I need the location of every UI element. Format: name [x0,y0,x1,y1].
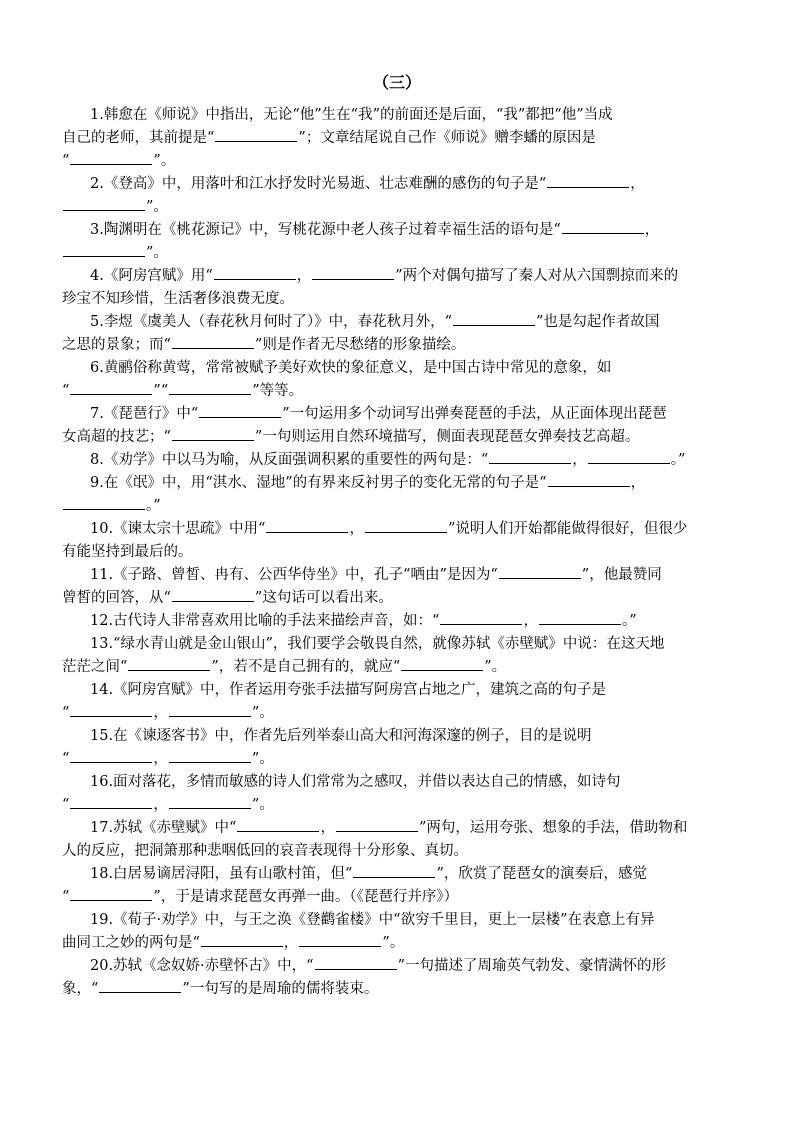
q10-line1: 10.《谏太宗十思疏》中用“ ， ”说明人们开始都能做得很好，但很少 [90,521,688,537]
q3-line1: 3.陶渊明在《桃花源记》中，写桃花源中老人孩子过着幸福生活的语句是“ ， [90,222,660,238]
answer-blank[interactable] [312,267,394,280]
answer-blank[interactable] [237,819,319,832]
q9-line2: 。” [62,495,742,517]
answer-blank[interactable] [299,934,381,947]
q7-line2: 女高超的技艺；“ ”一句则运用自然环境描写，侧面表现琵琶女弹奏技艺高超。 [62,429,640,445]
q17-line2: 人的反应，把洞箫那种悲咽低回的哀音表现得十分形象、真切。 [62,843,468,859]
q20-line1: 20.苏轼《念奴娇·赤壁怀古》中，“ ”一句描述了周瑜英气勃发、豪情满怀的形 [90,958,667,974]
q18-line2: “ ”，于是请求琵琶女再弹一曲。（《琵琶行并序》） [62,889,459,905]
q13-line1: 13.“绿水青山就是金山银山”，我们要学会敬畏自然，就像苏轼《赤壁赋》中说：在这天地 [90,636,665,652]
answer-blank[interactable] [548,474,630,487]
q17-line1: 17.苏轼《赤壁赋》中“ ， ”两句，运用夸张、想象的手法，借助物和 [90,820,688,836]
answer-blank[interactable] [214,267,296,280]
q5-line2: 之思的景象；而“ ”则是作者无尽愁绪的形象描绘。 [62,337,466,353]
q4-line2: 珍宝不知珍惜，生活奢侈浪费无度。 [62,291,294,307]
answer-blank[interactable] [169,796,251,809]
q6-line1: 6.黄鹂俗称黄莺，常常被赋予美好欢快的象征意义，是中国古诗中常见的意象，如 [90,360,612,376]
q7-line1: 7.《琵琶行》中“ ”一句运用多个动词写出弹奏琵琶的手法，从正面体现出琵琶 [90,406,667,422]
q12-line1: 12.古代诗人非常喜欢用比喻的手法来描绘声音，如：“ ， 。” [90,613,637,629]
answer-blank[interactable] [169,750,251,763]
answer-blank[interactable] [201,934,283,947]
q14-line2: “ ， ”。 [62,705,274,721]
answer-blank[interactable] [353,865,435,878]
answer-blank[interactable] [169,382,251,395]
q2-line2: ”。 [62,196,742,218]
answer-blank[interactable] [70,888,152,901]
q8-line1: 8.《劝学》中以马为喻，从反面强调积累的重要性的两句是：“ ， 。” [90,452,686,468]
q6-line2: “ ”“ ”等等。 [62,383,304,399]
answer-blank[interactable] [266,520,348,533]
answer-blank[interactable] [547,175,629,188]
q20-line2: 象，“ ”一句写的是周瑜的儒将装束。 [62,981,379,997]
answer-blank[interactable] [539,612,621,625]
q11-line2: 曾皙的回答，从“ ”这句话可以看出来。 [62,590,393,606]
answer-blank[interactable] [70,152,152,165]
q14-line1: 14.《阿房宫赋》中，作者运用夸张手法描写阿房宫占地之广，建筑之高的句子是 [90,682,607,698]
answer-blank[interactable] [215,129,297,142]
answer-blank[interactable] [315,957,397,970]
q15-line2: “ ， ”。 [62,751,274,767]
answer-blank[interactable] [70,382,152,395]
answer-blank[interactable] [172,336,254,349]
answer-blank[interactable] [453,313,535,326]
answer-blank[interactable] [70,796,152,809]
q19-line1: 19.《荀子·劝学》中，与王之涣《登鹳雀楼》中“欲穷千里目，更上一层楼”在表意上有异 [90,912,655,928]
answer-blank[interactable] [365,520,447,533]
answer-blank[interactable] [336,819,418,832]
answer-blank[interactable] [63,198,145,211]
answer-blank[interactable] [172,589,254,602]
answer-blank[interactable] [489,451,571,464]
answer-blank[interactable] [172,428,254,441]
answer-blank[interactable] [440,612,522,625]
q16-line2: “ ， ”。 [62,797,274,813]
q11-line1: 11.《子路、曾皙、冉有、公西华侍坐》中，孔子“哂由”是因为“ ”，他最赞同 [90,567,662,583]
q15-line1: 15.在《谏逐客书》中，作者先后列举泰山高大和河海深邃的例子，目的是说明 [90,728,592,744]
q13-line2: 茫茫之间“ ”，若不是自己拥有的，就应“ ”。 [62,659,507,675]
answer-blank[interactable] [199,405,281,418]
answer-blank[interactable] [499,566,581,579]
answer-blank[interactable] [63,244,145,257]
section-title: （三） [372,73,421,92]
q5-line1: 5.李煜《虞美人（春花秋月何时了）》中，春花秋月外，“ ”也是勾起作者故国 [90,314,660,330]
answer-blank[interactable] [63,497,145,510]
q19-line2: 曲同工之妙的两句是“ ， ”。 [62,935,405,951]
q16-line1: 16.面对落花，多情而敏感的诗人们常常为之感叹，并借以表达自己的情感，如诗句 [90,774,621,790]
answer-blank[interactable] [70,750,152,763]
answer-blank[interactable] [70,704,152,717]
q18-line1: 18.白居易谪居浔阳，虽有山歌村笛，但“ ”，欣赏了琵琶女的演奏后，感觉 [90,866,647,882]
answer-blank[interactable] [128,658,210,671]
q9-line1: 9.在《氓》中，用“淇水、湿地”的有界来反衬男子的变化无常的句子是“ ， [90,475,646,491]
answer-blank[interactable] [588,451,670,464]
q4-line1: 4.《阿房宫赋》用“ ， ”两个对偶句描写了秦人对从六国剽掠而来的 [90,268,679,284]
answer-blank[interactable] [169,704,251,717]
q1-line1: 1.韩愈在《师说》中指出，无论“他”生在“我”的前面还是后面，“我”都把“他”当成 [90,107,613,123]
q3-line2: ”。 [62,242,742,264]
q1-line3: “ ”。 [62,153,176,169]
q2-line1: 2.《登高》中，用落叶和江水抒发时光易逝、壮志难酬的感伤的句子是“ ， [90,176,645,192]
answer-blank[interactable] [401,658,483,671]
q10-line2: 有能坚持到最后的。 [62,544,193,560]
q1-line2: 自己的老师，其前提是“ ”；文章结尾说自己作《师说》赠李蟠的原因是 [62,130,596,146]
answer-blank[interactable] [99,980,181,993]
answer-blank[interactable] [562,221,644,234]
